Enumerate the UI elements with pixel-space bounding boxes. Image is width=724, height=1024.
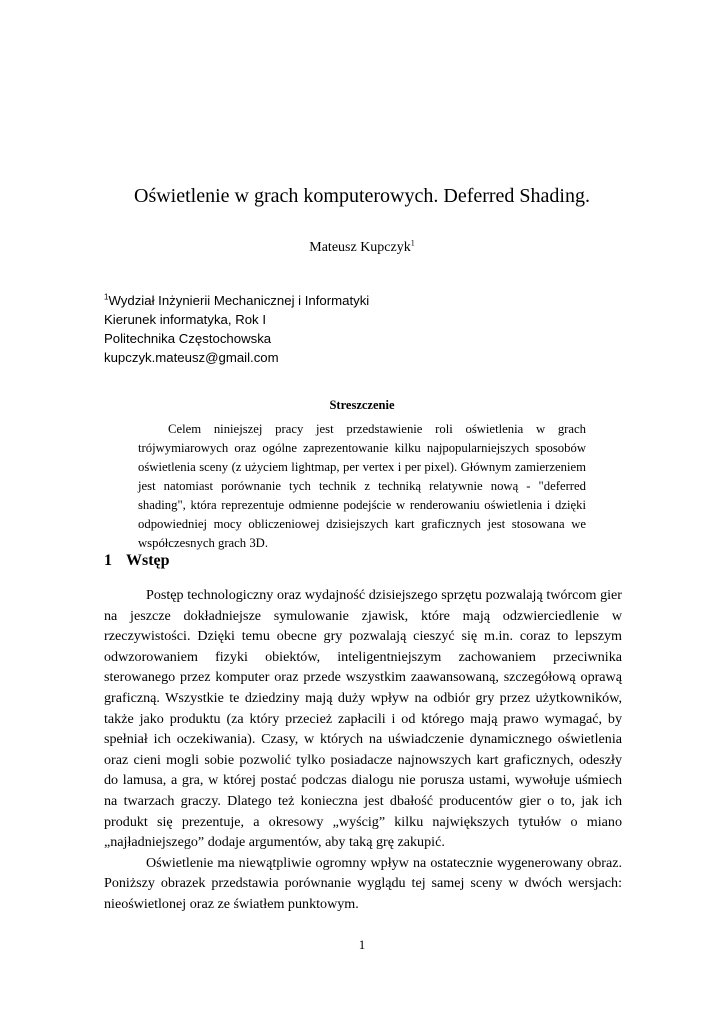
affiliation-line: [104, 291, 369, 310]
author-line: [0, 239, 724, 257]
author-footnote-mark: 1: [410, 238, 415, 248]
affiliation-footnote-mark: 1: [104, 292, 109, 302]
body-paragraph: Postęp technologiczny oraz wydajność dzisiejszego sprzętu pozwalają twórcom gier na jeszcze dokładniejsze symulowanie zjawisk, które mają odzwierciedlenie w rzeczywistości. Dzięki temu obecne gry pozwalają cieszyć się m.in. coraz to lepszym odwzorowaniem fizyki obiektów, inteligentniejszym zachowaniem przeciwnika sterowanego przez komputer oraz przede wszystkim zaawansowaną, szczegółową oprawą graficzną. Wszystkie te dziedziny mają duży wpływ na odbiór gry przez użytkowników, także jako produktu (za który przecież zapłacili i od którego mają prawo wymagać, by spełniał ich oczekiwania). Czasy, w których na uświadczenie dynamicznego oświetlenia oraz cieni mogli sobie pozwolić tylko posiadacze najnowszych kart graficznych, odeszły do lamusa, a gra, w której postać podczas dialogu nie porusza ustami, wywołuje uśmiech na twarzach graczy. Dlatego też konieczna jest dbałość producentów gier o to, jak ich produkt się prezentuje, a okresowy „wyścig” kilku największych tytułów o miano „najładniejszego” dodaje argumentów, aby taką grę zakupić.: [104, 587, 622, 851]
affiliation-line: Politechnika Częstochowska: [104, 331, 272, 346]
affiliation-line: Kierunek informatyka, Rok I: [104, 312, 266, 327]
body-paragraph: Oświetlenie ma niewątpliwie ogromny wpływ na ostatecznie wygenerowany obraz. Poniższy obrazek przedstawia porównanie wyglądu tej samej sceny w dwóch wersjach: nieoświetlonej oraz ze światłem punktowym.: [104, 854, 622, 912]
page-number: 1: [358, 937, 366, 952]
affiliation-email: kupczyk.mateusz@gmail.com: [104, 350, 279, 365]
affiliation-faculty: Wydział Inżynierii Mechanicznej i Informatyki: [108, 293, 370, 308]
abstract-heading: Streszczenie: [329, 398, 395, 412]
section-body: [104, 585, 622, 915]
abstract-text: Celem niniejszej pracy jest przedstawienie roli oświetlenia w grach trójwymiarowych oraz ogólne zaprezentowanie kilku najpopularniejszych sposobów oświetlenia sceny (z użyciem lightmap, per vertex i per pixel). Głównym zamierzeniem jest natomiast porównanie tych technik z techniką relatywnie nową - "deferred shading", która reprezentuje odmienne podejście w renderowaniu oświetlenia i dzięki odpowiedniej mocy obliczeniowej dzisiejszych kart graficznych jest stosowana we współczesnych grach 3D.: [138, 422, 586, 550]
section-heading: [104, 551, 170, 571]
section-number: 1: [104, 552, 112, 569]
section-title: Wstęp: [126, 552, 170, 569]
paper-title: Oświetlenie w grach komputerowych. Deferred Shading.: [134, 185, 590, 207]
author-name: Mateusz Kupczyk: [309, 240, 411, 255]
affiliation-block: [104, 291, 369, 367]
